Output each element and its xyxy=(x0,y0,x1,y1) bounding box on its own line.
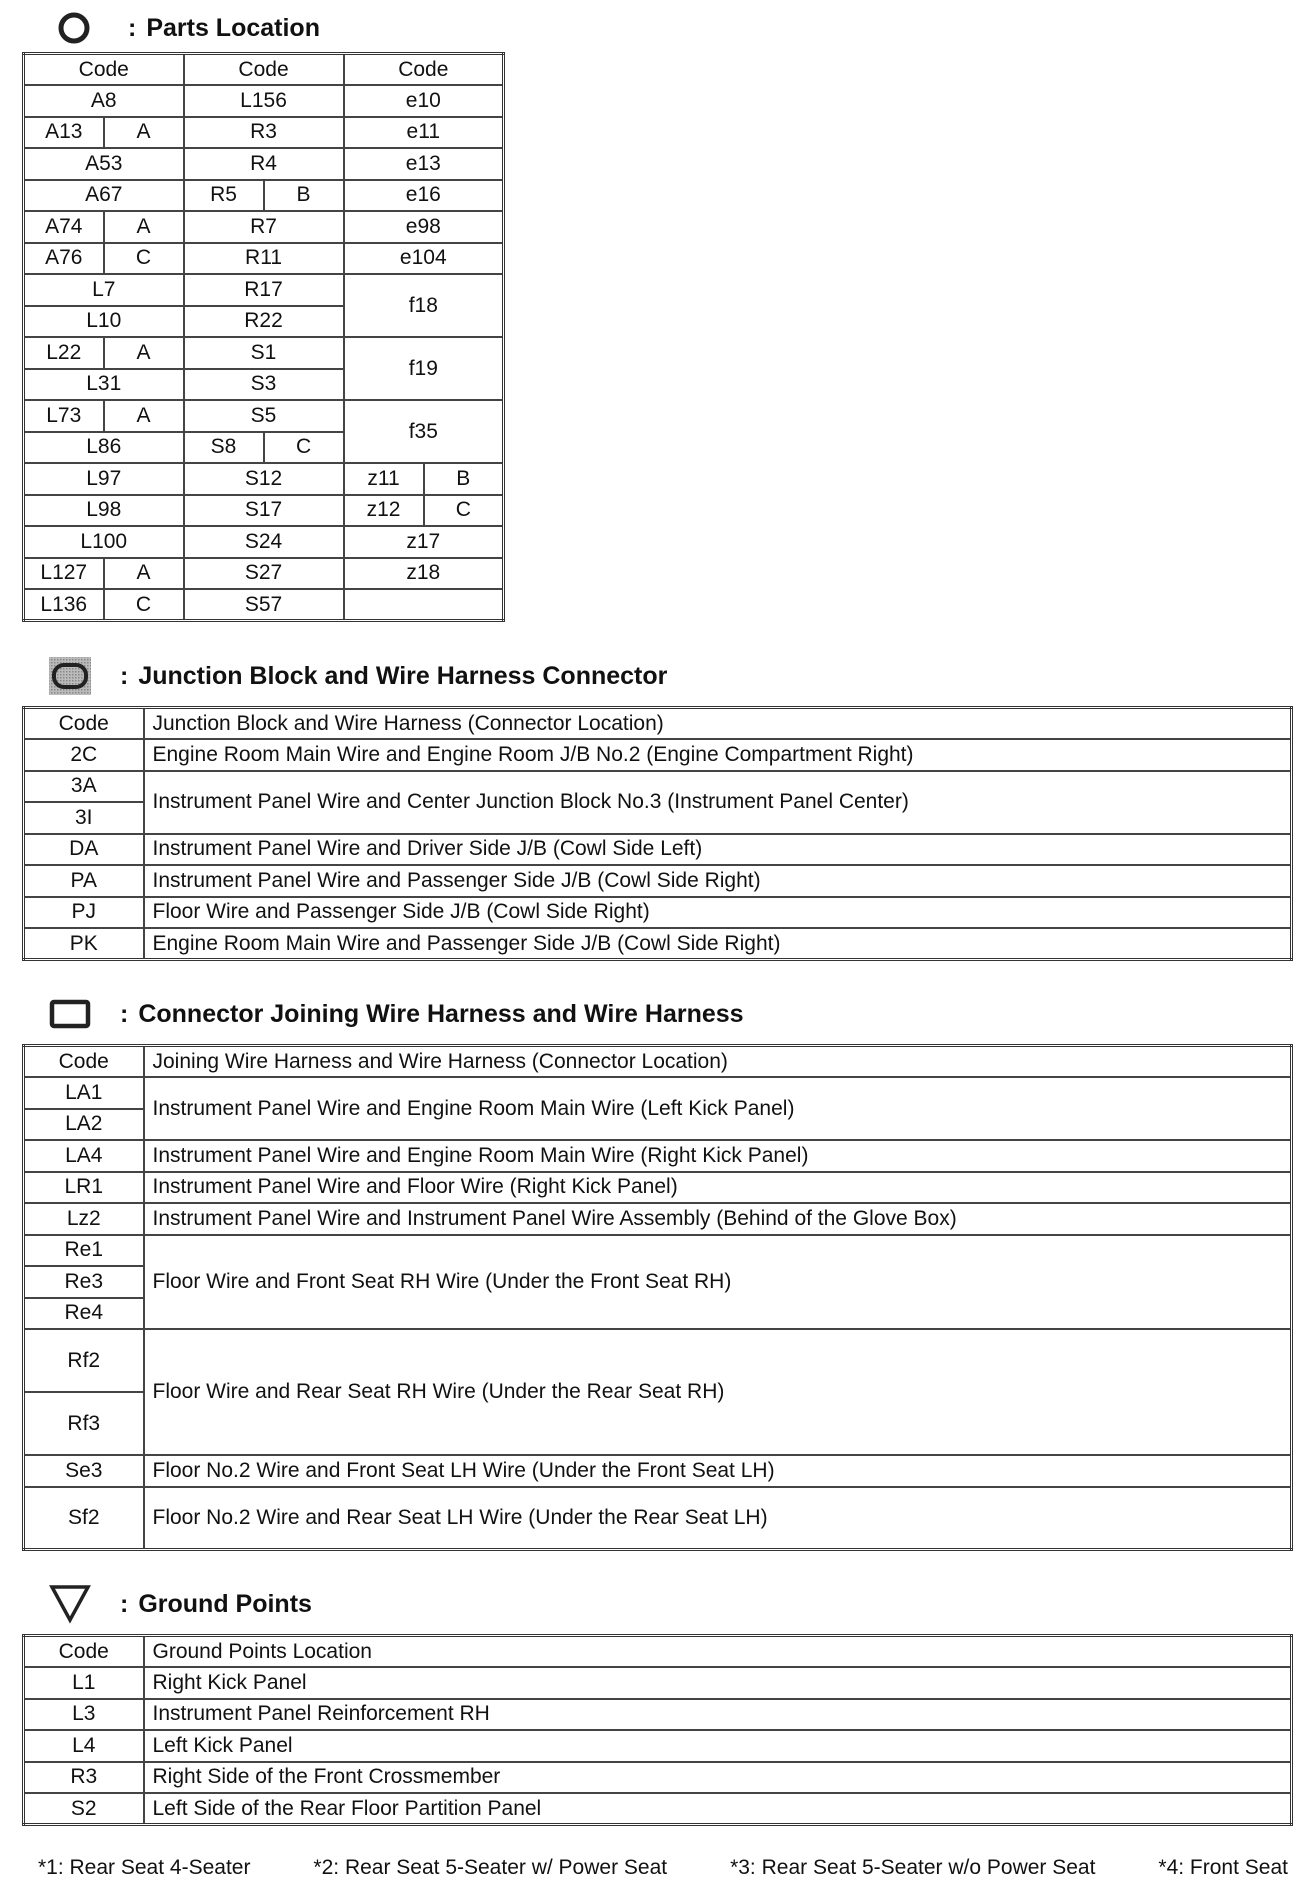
section-title: Ground Points xyxy=(138,1589,312,1618)
part-code: z12 xyxy=(344,495,424,527)
part-variant: A xyxy=(104,337,184,369)
row-description: Right Kick Panel xyxy=(144,1667,1292,1699)
part-code: S27 xyxy=(184,558,344,590)
column-header: Code xyxy=(24,708,144,740)
row-description: Instrument Panel Wire and Driver Side J/B (Cowl Side Left) xyxy=(144,834,1292,866)
row-description: Floor Wire and Rear Seat RH Wire (Under the Rear Seat RH) xyxy=(144,1329,1292,1455)
row-description: Left Side of the Rear Floor Partition Panel xyxy=(144,1793,1292,1825)
part-code: e16 xyxy=(344,180,504,212)
row-description: Floor Wire and Passenger Side J/B (Cowl Side Right) xyxy=(144,897,1292,929)
section-title: Junction Block and Wire Harness Connector xyxy=(138,661,668,690)
row-code: 3A xyxy=(24,771,144,803)
row-code: Rf3 xyxy=(24,1392,144,1455)
section-title: Parts Location xyxy=(146,13,320,42)
connector-joining-table xyxy=(22,1044,1293,1551)
section-title: Connector Joining Wire Harness and Wire Harness xyxy=(138,999,744,1028)
row-code: PA xyxy=(24,865,144,897)
row-code: Re4 xyxy=(24,1298,144,1330)
footnote: *3: Rear Seat 5-Seater w/o Power Seat xyxy=(730,1856,1096,1879)
rounded-rect-shaded-icon xyxy=(48,656,92,696)
row-description: Floor No.2 Wire and Front Seat LH Wire (Under the Front Seat LH) xyxy=(144,1455,1292,1487)
row-description: Right Side of the Front Crossmember xyxy=(144,1762,1292,1794)
part-code: S3 xyxy=(184,369,344,401)
part-code: L86 xyxy=(24,432,184,464)
part-code: L127 xyxy=(24,558,104,590)
part-code: R7 xyxy=(184,211,344,243)
part-code: A8 xyxy=(24,85,184,117)
part-code: L73 xyxy=(24,400,104,432)
empty-cell xyxy=(344,589,504,621)
part-variant: B xyxy=(424,463,504,495)
row-code: LA1 xyxy=(24,1077,144,1109)
row-code: PJ xyxy=(24,897,144,929)
triangle-down-outline-icon xyxy=(48,1584,92,1624)
column-header: Ground Points Location xyxy=(144,1636,1292,1668)
part-code: L136 xyxy=(24,589,104,621)
circle-outline-icon xyxy=(52,8,96,48)
row-code: LA4 xyxy=(24,1140,144,1172)
part-variant: A xyxy=(104,211,184,243)
part-code: A76 xyxy=(24,243,104,275)
row-description: Instrument Panel Wire and Instrument Panel Wire Assembly (Behind of the Glove Box) xyxy=(144,1203,1292,1235)
heading-colon: : xyxy=(120,999,129,1028)
row-code: Rf2 xyxy=(24,1329,144,1392)
part-code: S24 xyxy=(184,526,344,558)
part-code: S8 xyxy=(184,432,264,464)
part-code: A13 xyxy=(24,117,104,149)
part-code: L10 xyxy=(24,306,184,338)
connector-joining-heading xyxy=(48,994,744,1034)
part-code: z11 xyxy=(344,463,424,495)
row-description: Engine Room Main Wire and Passenger Side J/B (Cowl Side Right) xyxy=(144,928,1292,960)
footnotes xyxy=(38,1856,1288,1880)
heading-colon: : xyxy=(120,661,129,690)
row-code: Re3 xyxy=(24,1266,144,1298)
ground-points-table xyxy=(22,1634,1293,1826)
ground-points-heading xyxy=(48,1584,312,1624)
part-variant: C xyxy=(424,495,504,527)
part-code: f18 xyxy=(344,274,504,337)
part-code: e13 xyxy=(344,148,504,180)
part-code: e104 xyxy=(344,243,504,275)
row-code: S2 xyxy=(24,1793,144,1825)
part-code: z18 xyxy=(344,558,504,590)
part-variant: B xyxy=(264,180,344,212)
column-header: Junction Block and Wire Harness (Connector Location) xyxy=(144,708,1292,740)
column-header: Code xyxy=(344,54,504,86)
row-description: Instrument Panel Wire and Engine Room Main Wire (Left Kick Panel) xyxy=(144,1077,1292,1140)
row-description: Instrument Panel Wire and Floor Wire (Right Kick Panel) xyxy=(144,1172,1292,1204)
junction-block-table xyxy=(22,706,1293,961)
column-header: Joining Wire Harness and Wire Harness (Connector Location) xyxy=(144,1046,1292,1078)
heading-colon: : xyxy=(120,1589,129,1618)
row-description: Instrument Panel Reinforcement RH xyxy=(144,1699,1292,1731)
part-code: S57 xyxy=(184,589,344,621)
part-variant: A xyxy=(104,400,184,432)
row-code: L1 xyxy=(24,1667,144,1699)
footnote: *4: Front Seat xyxy=(1158,1856,1288,1879)
part-code: S5 xyxy=(184,400,344,432)
row-code: R3 xyxy=(24,1762,144,1794)
part-variant: C xyxy=(104,589,184,621)
part-code: f19 xyxy=(344,337,504,400)
row-description: Left Kick Panel xyxy=(144,1730,1292,1762)
column-header: Code xyxy=(184,54,344,86)
column-header: Code xyxy=(24,54,184,86)
part-code: L100 xyxy=(24,526,184,558)
row-description: Floor No.2 Wire and Rear Seat LH Wire (Under the Rear Seat LH) xyxy=(144,1487,1292,1550)
row-code: 2C xyxy=(24,739,144,771)
part-code: L31 xyxy=(24,369,184,401)
row-code: DA xyxy=(24,834,144,866)
row-description: Instrument Panel Wire and Passenger Side J/B (Cowl Side Right) xyxy=(144,865,1292,897)
part-variant: A xyxy=(104,558,184,590)
row-code: Lz2 xyxy=(24,1203,144,1235)
row-code: LA2 xyxy=(24,1109,144,1141)
part-code: L7 xyxy=(24,274,184,306)
part-code: L97 xyxy=(24,463,184,495)
row-code: PK xyxy=(24,928,144,960)
part-code: L98 xyxy=(24,495,184,527)
part-code: e10 xyxy=(344,85,504,117)
part-code: R5 xyxy=(184,180,264,212)
row-description: Instrument Panel Wire and Center Junction Block No.3 (Instrument Panel Center) xyxy=(144,771,1292,834)
part-code: R4 xyxy=(184,148,344,180)
parts-location-table xyxy=(22,52,505,622)
row-description: Engine Room Main Wire and Engine Room J/B No.2 (Engine Compartment Right) xyxy=(144,739,1292,771)
footnote: *1: Rear Seat 4-Seater xyxy=(38,1856,251,1879)
part-code: e11 xyxy=(344,117,504,149)
row-code: L4 xyxy=(24,1730,144,1762)
part-code: L156 xyxy=(184,85,344,117)
part-code: A53 xyxy=(24,148,184,180)
part-variant: C xyxy=(104,243,184,275)
part-variant: A xyxy=(104,117,184,149)
square-outline-icon xyxy=(48,994,92,1034)
part-code: A67 xyxy=(24,180,184,212)
row-description: Floor Wire and Front Seat RH Wire (Under the Front Seat RH) xyxy=(144,1235,1292,1330)
junction-block-heading xyxy=(48,656,667,696)
part-code: L22 xyxy=(24,337,104,369)
row-code: 3I xyxy=(24,802,144,834)
part-code: f35 xyxy=(344,400,504,463)
column-header: Code xyxy=(24,1636,144,1668)
footnote: *2: Rear Seat 5-Seater w/ Power Seat xyxy=(313,1856,668,1879)
parts-location-heading xyxy=(52,8,320,48)
row-code: Re1 xyxy=(24,1235,144,1267)
heading-colon: : xyxy=(128,13,137,42)
part-code: e98 xyxy=(344,211,504,243)
row-code: Sf2 xyxy=(24,1487,144,1550)
part-variant: C xyxy=(264,432,344,464)
column-header: Code xyxy=(24,1046,144,1078)
part-code: R17 xyxy=(184,274,344,306)
row-description: Instrument Panel Wire and Engine Room Main Wire (Right Kick Panel) xyxy=(144,1140,1292,1172)
part-code: z17 xyxy=(344,526,504,558)
part-code: S12 xyxy=(184,463,344,495)
part-code: S1 xyxy=(184,337,344,369)
part-code: A74 xyxy=(24,211,104,243)
part-code: R22 xyxy=(184,306,344,338)
row-code: LR1 xyxy=(24,1172,144,1204)
part-code: R3 xyxy=(184,117,344,149)
part-code: S17 xyxy=(184,495,344,527)
row-code: Se3 xyxy=(24,1455,144,1487)
row-code: L3 xyxy=(24,1699,144,1731)
part-code: R11 xyxy=(184,243,344,275)
